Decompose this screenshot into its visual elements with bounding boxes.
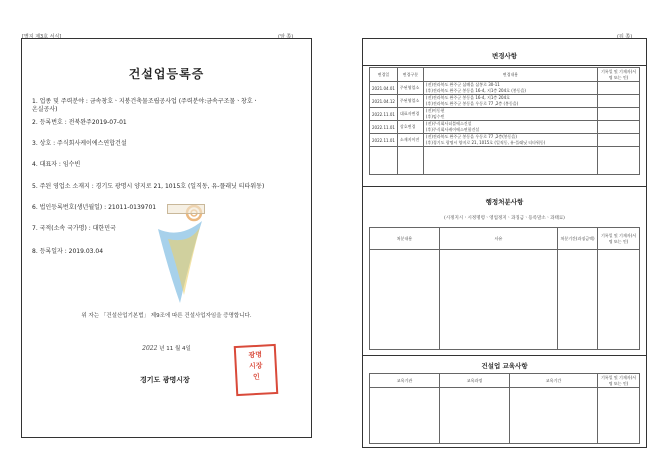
cell-type: 주된영업소 (397, 95, 423, 108)
col-admin-content: 처분내용 (370, 228, 440, 250)
cell-date: 2021.04.12 (370, 95, 398, 108)
cell-before: (전)전라북도 완주군 봉동읍 16-4, 지1층 204호 (425, 95, 511, 100)
cell-content (423, 82, 597, 95)
cell-before: (전)전라북도 완주군 삼례읍 삼봉로 30-11 (425, 82, 500, 87)
cell-type: 상호변경 (397, 121, 423, 134)
certificate-title: 건설업등록증 (128, 67, 205, 81)
cell-date: 2022.11.01 (370, 121, 398, 134)
item-business-type-cont: 온실공사) (32, 106, 58, 113)
cell-after: (후)임수빈 (425, 114, 445, 119)
col-edu-period: 교육기간 (510, 374, 598, 388)
cell-content (423, 121, 597, 134)
cell-recorder (598, 134, 640, 147)
cell-type: 주된영업소 (397, 82, 423, 95)
education-title: 건설업 교육사항 (481, 362, 528, 370)
cell-date: 2021.04.01 (370, 82, 398, 95)
cell-before: (전)전라북도 완주군 봉동읍 우동로 77 ,2층(봉동읍) (425, 134, 517, 139)
col-change-content: 변경내용 (423, 68, 597, 82)
cell-after: (후)경기도 광명시 양지로 21, 1015호 (일직동, 유-플래닛 티타워동) (425, 140, 546, 145)
cell-before: (전)이동현 (425, 108, 445, 113)
issuer-name: 경기도 광명시장 (140, 376, 190, 384)
city-emblem-watermark (150, 199, 210, 309)
table-row (370, 147, 640, 175)
certification-statement: 위 자는 「건설산업기본법」 제9조에 따른 건설사업자임을 증명합니다. (81, 313, 252, 319)
divider (363, 65, 646, 66)
table-row (370, 250, 640, 350)
admin-actions-subtitle: (시정지시ㆍ시정명령ㆍ영업정지ㆍ과징금ㆍ등록말소ㆍ과태료) (444, 216, 565, 221)
cell-after: (후)주식회사케이에스연합건설 (425, 127, 480, 132)
col-change-recorder: 기록일 및 기재자(서명 또는 인) (598, 68, 640, 82)
table-row (370, 134, 640, 147)
col-edu-institution: 교육기관 (370, 374, 440, 388)
col-edu-recorder: 기록일 및 기재자(서명 또는 인) (598, 374, 640, 388)
front-side-label: (앞 쪽) (278, 34, 294, 40)
admin-actions-title: 행정처분사항 (485, 198, 524, 206)
table-row (370, 95, 640, 108)
col-edu-course: 교육과정 (440, 374, 510, 388)
item-representative: 4. 대표자 : 임수빈 (32, 161, 81, 168)
item-office-address: 5. 주된 영업소 소재지 : 경기도 광명시 양지로 21, 1015호 (일직동, 유-플래닛 티타워동) (32, 183, 265, 190)
col-admin-period: 처분기간(과징금액) (558, 228, 598, 250)
divider (363, 186, 646, 187)
cell-after: (후)전라북도 완주군 봉동읍 16-4, 지1층 204호 (봉동읍) (425, 88, 526, 93)
item-corporate-number: 6. 법인등록번호(생년월일) : 21011-0139701 (32, 204, 157, 211)
cell-type: 대표자변경 (397, 108, 423, 121)
item-business-type: 1. 업종 및 주력분야 : 금속창호ㆍ지붕건축물조립공사업 (주력분야:금속구조물ㆍ창호ㆍ (32, 98, 259, 105)
item-registration-number: 2. 등록번호 : 전북완주2019-07-01 (32, 119, 127, 126)
cell-date: 2022.11.01 (370, 108, 398, 121)
changes-title: 변경사항 (491, 52, 518, 60)
col-change-type: 변경구분 (397, 68, 423, 82)
certificate-frame (21, 38, 312, 438)
cell-recorder (598, 95, 640, 108)
table-row (370, 108, 640, 121)
table-row (370, 121, 640, 134)
certificate-back-page (332, 0, 664, 450)
divider (363, 355, 646, 356)
education-table (369, 373, 640, 444)
col-admin-reason: 사유 (440, 228, 558, 250)
admin-actions-table (369, 227, 640, 350)
official-seal: 광명 시장 인 (234, 344, 279, 396)
table-row (370, 388, 640, 444)
issue-month-day: 년 11 월 4일 (159, 346, 191, 352)
item-registration-date: 8. 등록일자 : 2019.03.04 (32, 248, 104, 255)
col-change-date: 변경일 (370, 68, 398, 82)
registration-stamp-box (167, 204, 205, 214)
back-side-label: (뒤 쪽) (617, 34, 633, 40)
col-admin-recorder: 기록일 및 기재자(서명 또는 인) (598, 228, 640, 250)
changes-table (369, 67, 640, 175)
cell-recorder (598, 82, 640, 95)
cell-content (423, 134, 597, 147)
cell-recorder (598, 121, 640, 134)
item-company-name: 3. 상호 : 주식회사케이에스연합건설 (32, 140, 127, 147)
item-nationality: 7. 국적(소속 국가명) : 대한민국 (32, 225, 116, 232)
cell-after: (후)전라북도 완주군 봉동읍 우동로 77 ,2층 (봉동읍) (425, 101, 519, 106)
cell-before: (전)주식회사더블에스건설 (425, 121, 472, 126)
cell-date: 2022.11.01 (370, 134, 398, 147)
back-frame (362, 38, 647, 448)
issue-year-handwritten: 2022 (142, 345, 158, 352)
cell-content (423, 108, 597, 121)
table-row (370, 82, 640, 95)
form-label: [별지 제3호 서식] (22, 34, 62, 40)
cell-recorder (598, 108, 640, 121)
cell-content (423, 95, 597, 108)
cell-type: 소재지이전 (397, 134, 423, 147)
